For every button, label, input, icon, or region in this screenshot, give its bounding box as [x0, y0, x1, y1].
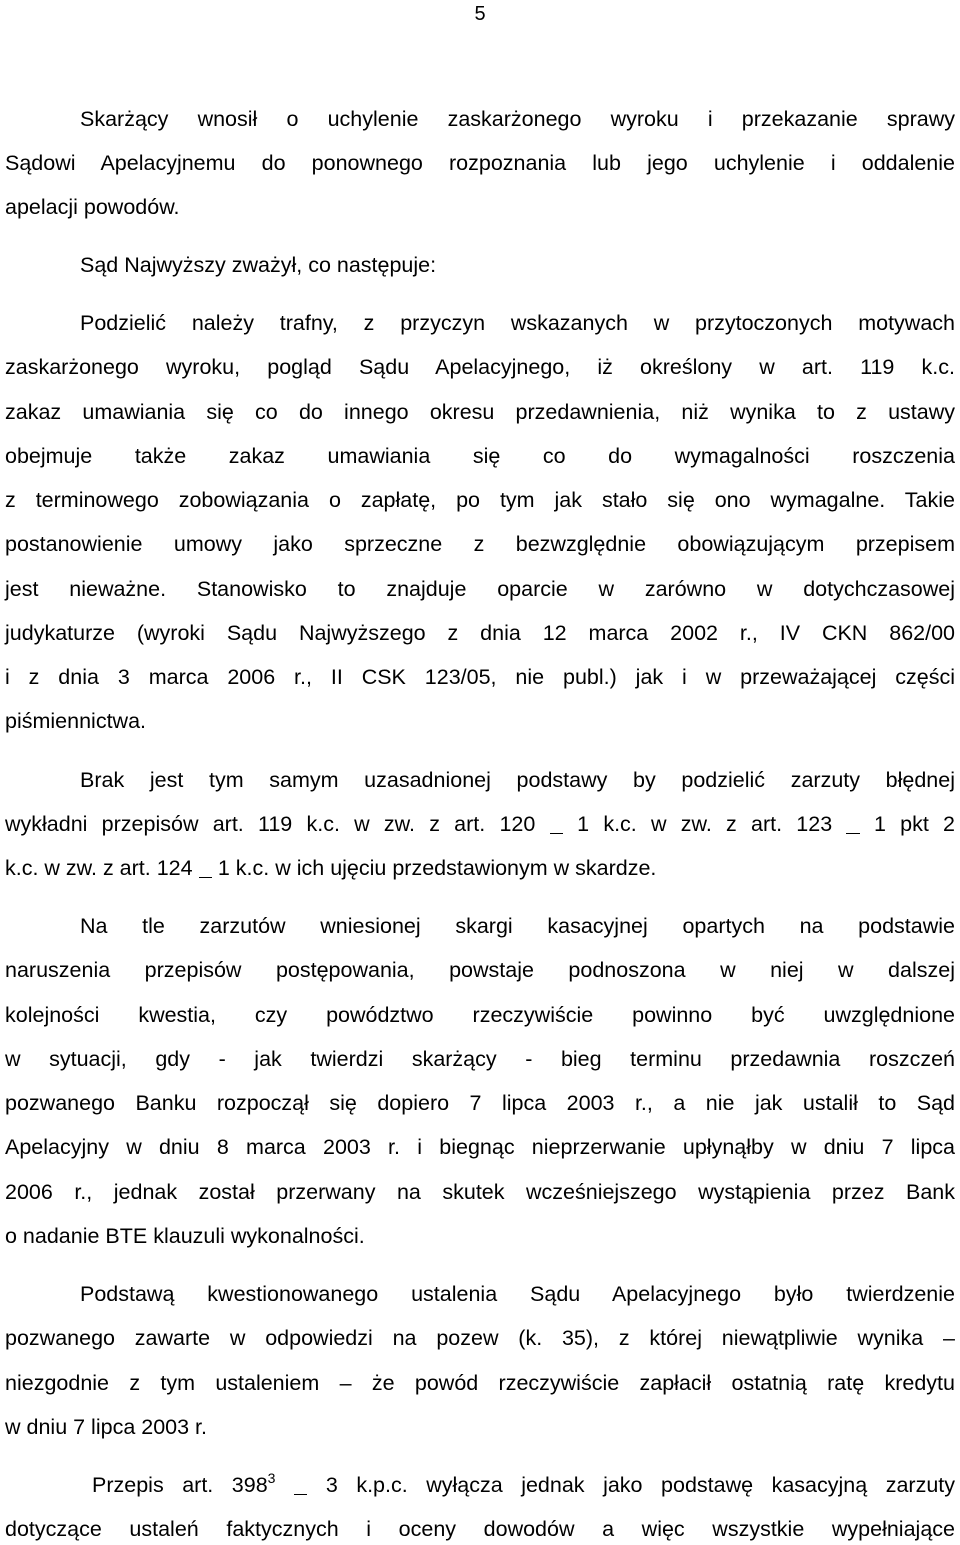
text-line: pozwanego Banku rozpoczął się dopiero 7 lipca 2003 r., a nie jak ustalił to Sąd — [5, 1091, 955, 1115]
page-number: 5 — [474, 3, 486, 25]
text-line: Podzielić należy trafny, z przyczyn wskazanych w przytoczonych motywach — [80, 311, 955, 335]
text-line: 2006 r., jednak został przerwany na skutek wcześniejszego wystąpienia przez Bank — [5, 1180, 955, 1204]
text-line: i z dnia 3 marca 2006 r., II CSK 123/05, nie publ.) jak i w przeważającej części — [5, 665, 955, 689]
text-line: naruszenia przepisów postępowania, powstaje podnoszona w niej w dalszej — [5, 958, 955, 982]
text-line: k.c. w zw. z art. 124 1 k.c. w ich ujęciu przedstawionym w skardze. — [5, 856, 657, 880]
text-line: kolejności kwestia, czy powództwo rzeczywiście powinno być uwzględnione — [5, 1003, 955, 1027]
text-line: Przepis art. $398^3$ 3 k.p.c. wyłącza jednak jako podstawę kasacyjną zarzuty — [92, 1470, 956, 1497]
text-line: Brak jest tym samym uzasadnionej podstawy by podzielić zarzuty błędnej — [80, 768, 955, 792]
text-line: Na tle zarzutów wniesionej skargi kasacyjnej opartych na podstawie — [80, 914, 955, 938]
text-line: w dniu 7 lipca 2003 r. — [5, 1415, 207, 1439]
text-line: Apelacyjny w dniu 8 marca 2003 r. i biegnąc nieprzerwanie upłynąłby w dniu 7 lipca — [5, 1135, 955, 1159]
text-line: z terminowego zobowiązania o zapłatę, po tym jak stało się ono wymagalne. Takie — [5, 488, 955, 512]
text-line: Sądowi Apelacyjnemu do ponownego rozpoznania lub jego uchylenie i oddalenie — [5, 151, 955, 175]
text-line: pozwanego zawarte w odpowiedzi na pozew (k. 35), z której niewątpliwie wynika – — [5, 1326, 955, 1350]
text-line: dotyczące ustaleń faktycznych i oceny dowodów a więc wszystkie wypełniające — [5, 1517, 955, 1541]
text-line: o nadanie BTE klauzuli wykonalności. — [5, 1224, 365, 1248]
text-line: Podstawą kwestionowanego ustalenia Sądu Apelacyjnego było twierdzenie — [80, 1282, 955, 1306]
text-line: postanowienie umowy jako sprzeczne z bezwzględnie obowiązującym przepisem — [5, 532, 955, 556]
text-line: obejmuje także zakaz umawiania się co do wymagalności roszczenia — [5, 444, 955, 468]
text-line: Sąd Najwyższy zważył, co następuje: — [80, 253, 437, 277]
text-line: w sytuacji, gdy - jak twierdzi skarżący - bieg terminu przedawnia roszczeń — [5, 1047, 955, 1071]
text-line: wykładni przepisów art. 119 k.c. w zw. z art. 120 1 k.c. w zw. z art. 123 1 pkt 2 — [5, 812, 956, 836]
text-line: judykaturze (wyroki Sądu Najwyższego z dnia 12 marca 2002 r., IV CKN 862/00 — [5, 621, 955, 645]
text-line: zakaz umawiania się co do innego okresu przedawnienia, niż wynika to z ustawy — [5, 400, 955, 424]
superscript: 3 — [267, 1470, 276, 1486]
text-line: Skarżący wnosił o uchylenie zaskarżonego wyroku i przekazanie sprawy — [80, 107, 955, 131]
text-line: piśmiennictwa. — [5, 709, 146, 733]
text-line: apelacji powodów. — [5, 195, 180, 219]
text-line: jest nieważne. Stanowisko to znajduje oparcie w zarówno w dotychczasowej — [5, 577, 955, 601]
text-line: zaskarżonego wyroku, pogląd Sądu Apelacyjnego, iż określony w art. 119 k.c. — [5, 355, 955, 379]
text-line: niezgodnie z tym ustaleniem – że powód rzeczywiście zapłacił ostatnią ratę kredytu — [5, 1371, 955, 1395]
